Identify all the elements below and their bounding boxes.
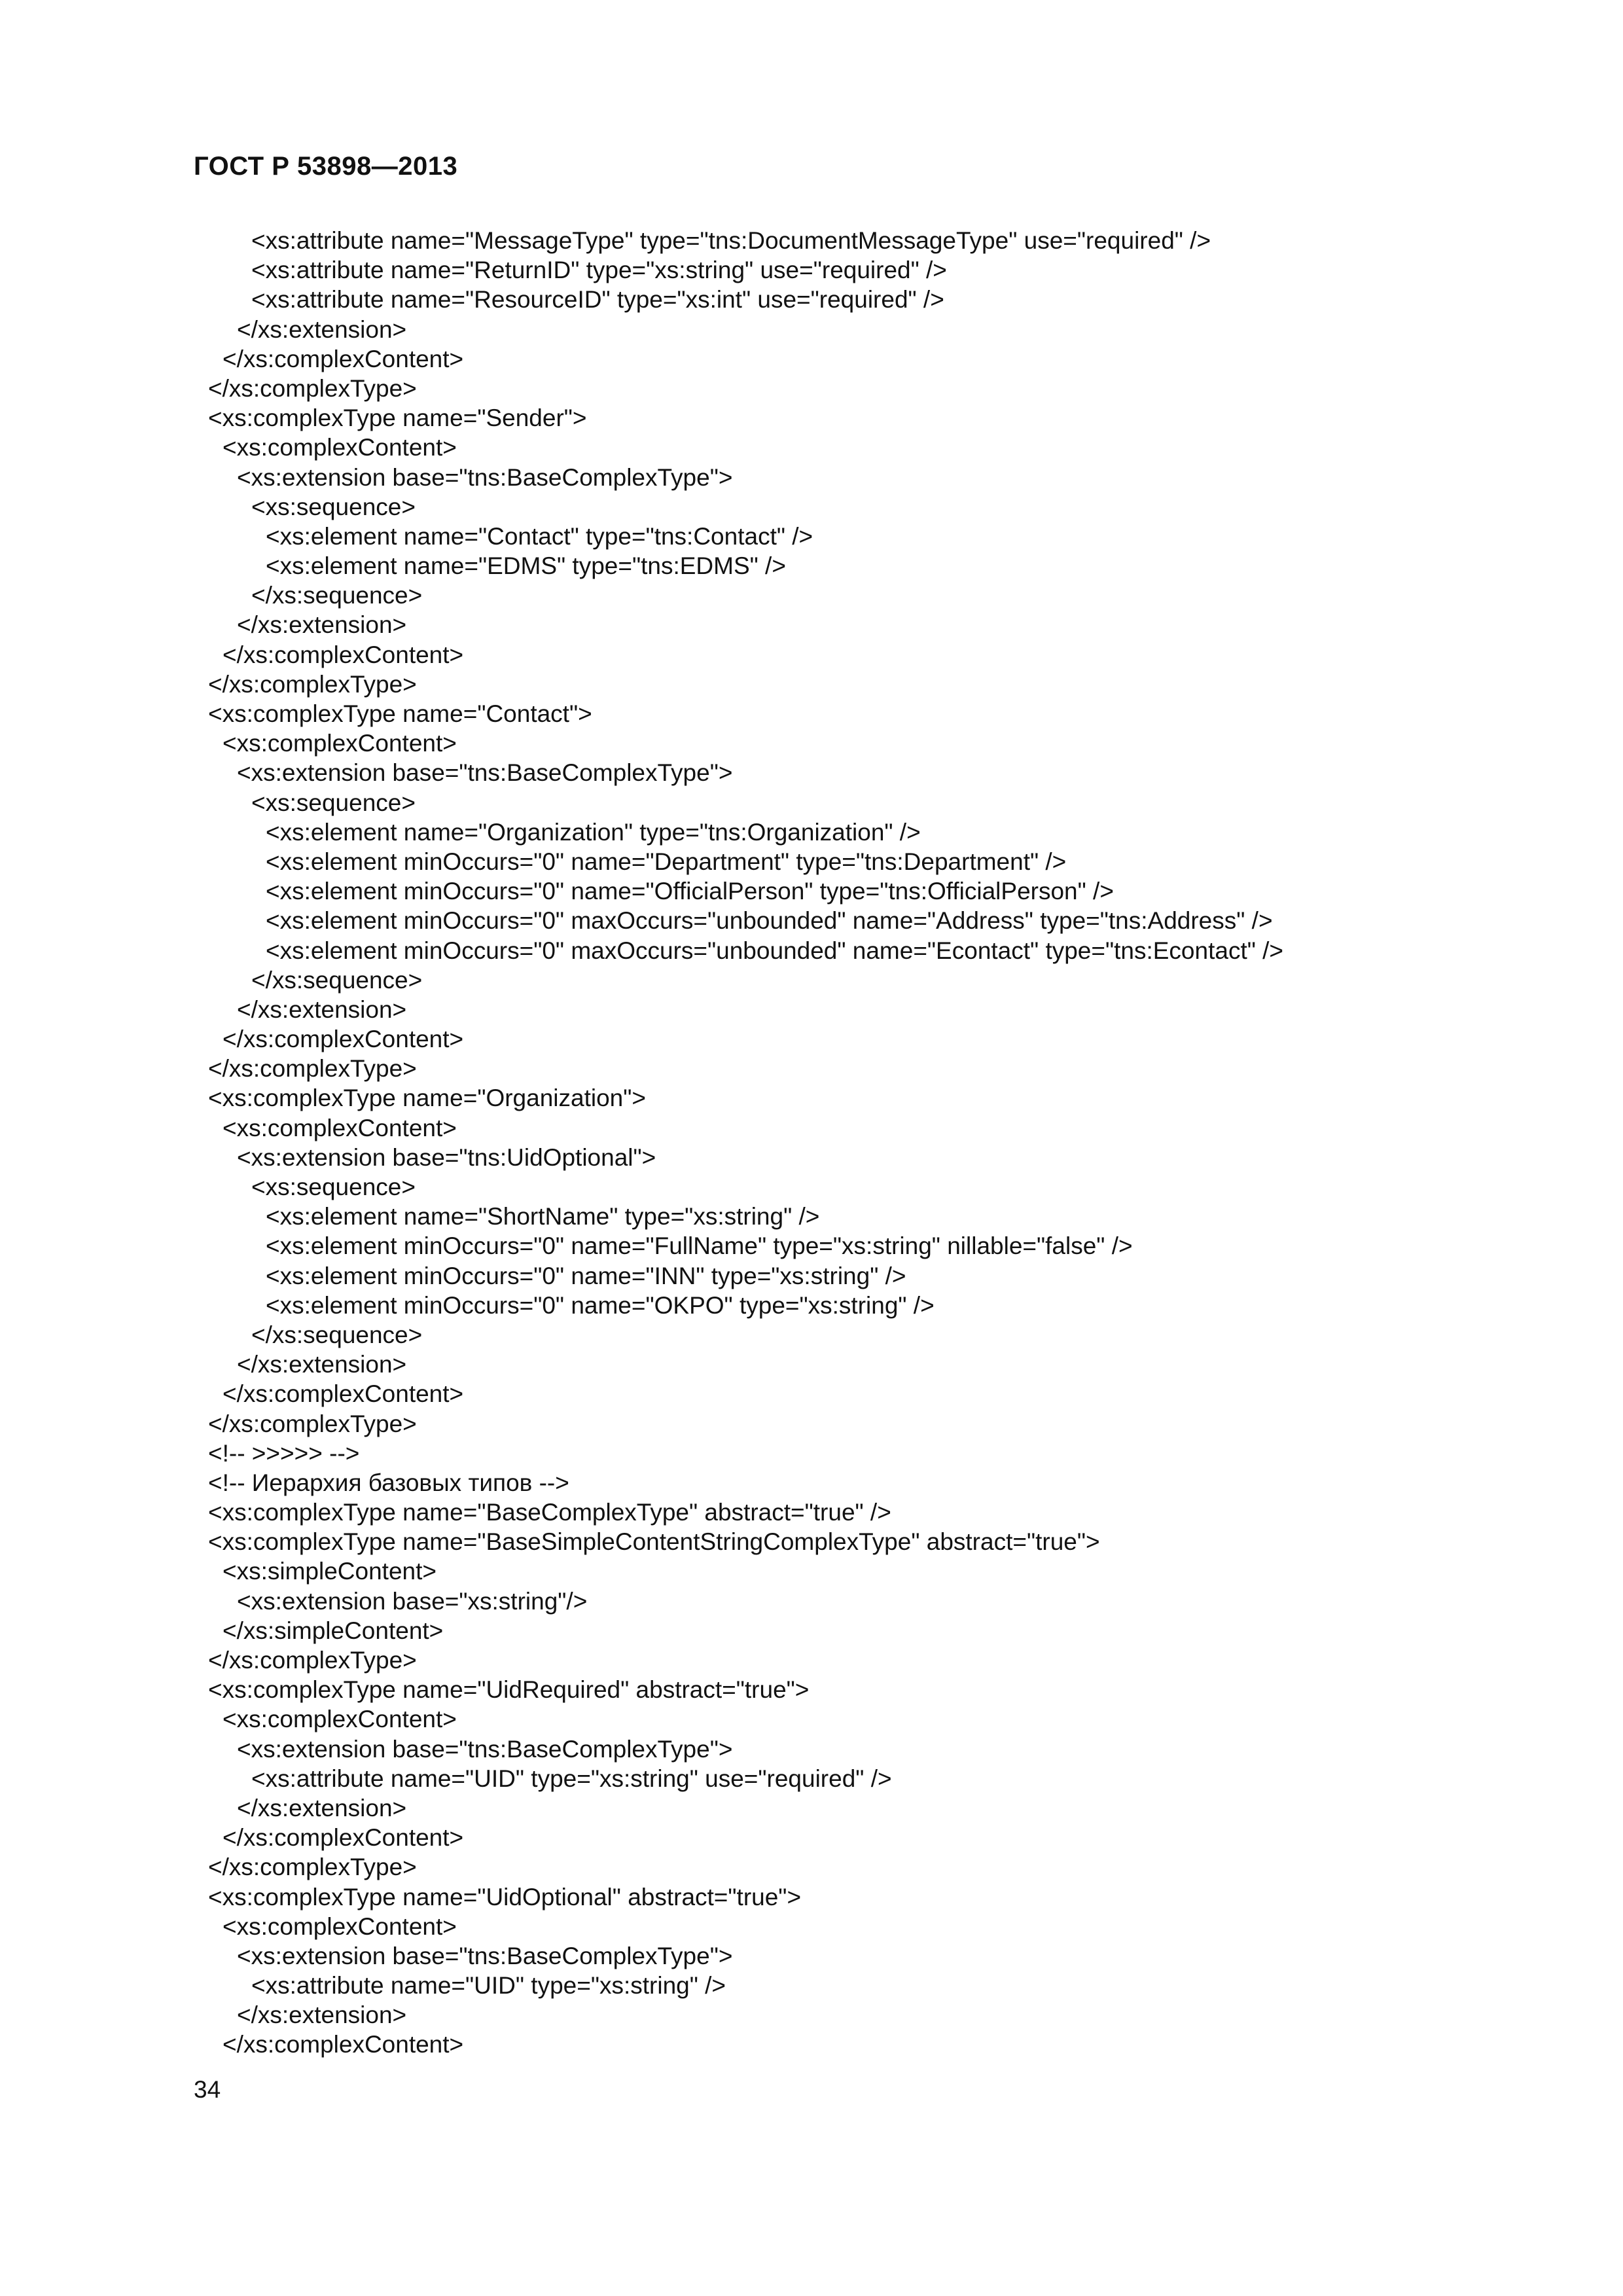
code-line: </xs:complexContent> [223, 2031, 464, 2058]
code-line: </xs:complexContent> [223, 345, 464, 372]
code-line: <xs:complexType name="BaseSimpleContentStringComplexType" abstract="true"> [208, 1528, 1100, 1556]
code-line: <xs:sequence> [251, 1174, 416, 1200]
code-line: </xs:complexContent> [223, 1824, 464, 1852]
code-line: <xs:complexType name="UidRequired" abstract="true"> [208, 1676, 810, 1704]
code-line: </xs:sequence> [251, 582, 423, 609]
code-line: <xs:attribute name="ResourceID" type="xs:int" use="required" /> [251, 286, 944, 314]
code-line: <xs:attribute name="UID" type="xs:string" use="required" /> [251, 1765, 892, 1792]
code-line: <xs:element minOccurs="0" name="Department" type="tns:Department" /> [266, 848, 1067, 875]
code-line: </xs:complexType> [208, 374, 417, 402]
code-line: </xs:sequence> [251, 1321, 423, 1348]
page-number: 34 [194, 2076, 221, 2103]
code-line: </xs:complexContent> [223, 641, 464, 668]
code-line: <xs:element minOccurs="0" name="OKPO" type="xs:string" /> [266, 1291, 935, 1319]
document-header: ГОСТ Р 53898—2013 [194, 152, 458, 181]
code-line: <!-- Иерархия базовых типов --> [208, 1469, 569, 1496]
code-line: </xs:extension> [237, 611, 407, 639]
code-line: <xs:extension base="tns:UidOptional"> [237, 1143, 656, 1171]
code-line: <xs:sequence> [251, 493, 416, 520]
code-line: <!-- >>>>> --> [208, 1439, 360, 1467]
code-line: </xs:complexType> [208, 1410, 417, 1437]
code-line: </xs:complexType> [208, 670, 417, 698]
code-line: <xs:extension base="tns:BaseComplexType"> [237, 463, 733, 491]
code-line: <xs:complexType name="UidOptional" abstract="true"> [208, 1883, 802, 1910]
code-line: <xs:extension base="xs:string"/> [237, 1587, 588, 1615]
code-line: </xs:complexType> [208, 1647, 417, 1674]
code-line: </xs:extension> [237, 1351, 407, 1378]
code-line: <xs:complexType name="Organization"> [208, 1085, 646, 1112]
code-line: <xs:element minOccurs="0" name="OfficialPerson" type="tns:OfficialPerson" /> [266, 878, 1114, 905]
code-line: <xs:element name="EDMS" type="tns:EDMS" /> [266, 552, 786, 580]
code-line: <xs:simpleContent> [223, 1558, 437, 1585]
code-line: <xs:complexType name="Sender"> [208, 404, 587, 432]
code-line: <xs:element minOccurs="0" name="INN" type="xs:string" /> [266, 1262, 906, 1289]
code-line: </xs:extension> [237, 2001, 407, 2029]
code-line: <xs:complexContent> [223, 730, 457, 757]
code-line: <xs:element name="ShortName" type="xs:string" /> [266, 1203, 820, 1230]
code-line: </xs:extension> [237, 996, 407, 1023]
code-line: <xs:extension base="tns:BaseComplexType"> [237, 1735, 733, 1763]
code-line: <xs:attribute name="UID" type="xs:string" /> [251, 1972, 726, 2000]
code-line: <xs:complexContent> [223, 1912, 457, 1940]
code-line: <xs:extension base="tns:BaseComplexType"> [237, 1942, 733, 1969]
code-line: </xs:extension> [237, 1794, 407, 1821]
code-line: </xs:simpleContent> [223, 1617, 444, 1644]
code-line: <xs:complexContent> [223, 1114, 457, 1141]
code-line: <xs:element minOccurs="0" name="FullName" type="xs:string" nillable="false" /> [266, 1232, 1133, 1260]
code-line: </xs:complexContent> [223, 1026, 464, 1053]
code-line: <xs:sequence> [251, 789, 416, 816]
code-line: <xs:complexContent> [223, 434, 457, 461]
code-line: <xs:complexType name="Contact"> [208, 700, 592, 727]
code-line: <xs:attribute name="MessageType" type="tns:DocumentMessageType" use="required" /> [251, 227, 1211, 254]
code-line: <xs:element name="Organization" type="tns:Organization" /> [266, 818, 921, 846]
code-line: </xs:sequence> [251, 966, 423, 994]
code-line: <xs:extension base="tns:BaseComplexType"> [237, 759, 733, 787]
code-line: </xs:extension> [237, 315, 407, 343]
code-line: <xs:element minOccurs="0" maxOccurs="unbounded" name="Address" type="tns:Address" /> [266, 907, 1273, 935]
code-line: <xs:complexContent> [223, 1706, 457, 1733]
xml-schema-code-block [208, 226, 1582, 2060]
code-line: <xs:element minOccurs="0" maxOccurs="unbounded" name="Econtact" type="tns:Econtact" /> [266, 937, 1284, 964]
code-line: <xs:element name="Contact" type="tns:Contact" /> [266, 522, 813, 550]
code-line: </xs:complexType> [208, 1854, 417, 1881]
code-line: <xs:complexType name="BaseComplexType" abstract="true" /> [208, 1499, 891, 1526]
code-line: </xs:complexContent> [223, 1380, 464, 1408]
code-line: <xs:attribute name="ReturnID" type="xs:string" use="required" /> [251, 257, 947, 284]
code-line: </xs:complexType> [208, 1055, 417, 1083]
